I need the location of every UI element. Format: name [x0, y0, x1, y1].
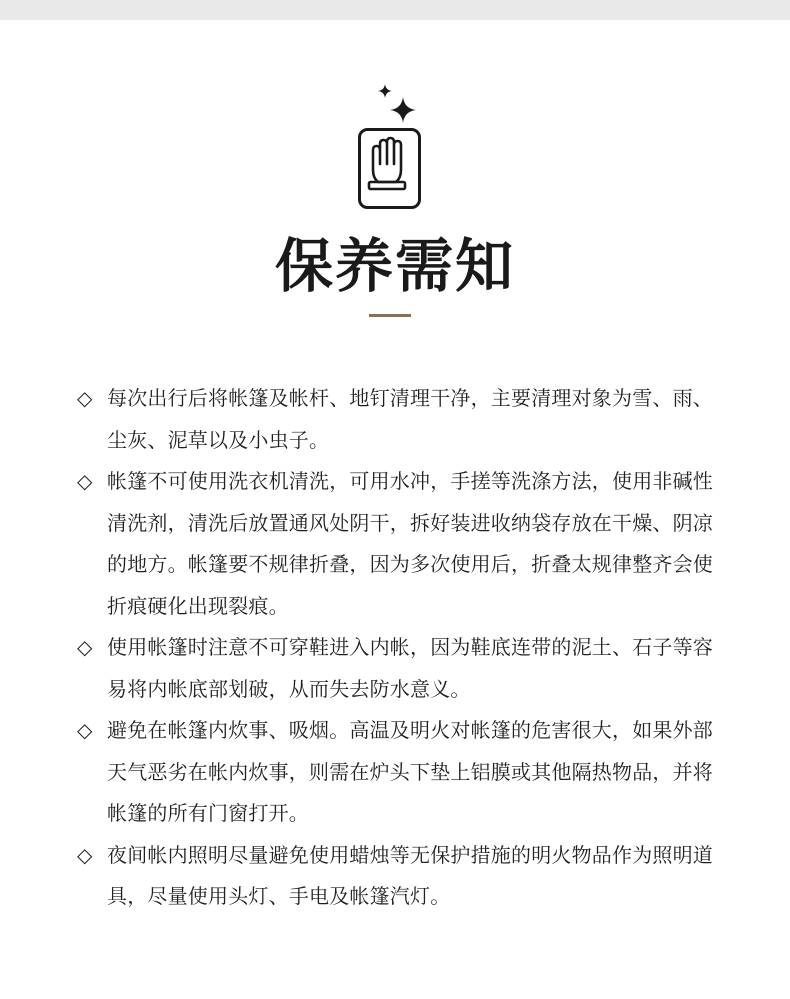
list-item [77, 378, 727, 461]
diamond-bullet-icon: ◇ [77, 718, 93, 742]
list-item [77, 627, 727, 710]
top-band [0, 0, 790, 20]
diamond-bullet-icon: ◇ [77, 635, 93, 659]
title-divider [369, 314, 411, 317]
list-item [77, 835, 727, 918]
list-item [77, 461, 727, 627]
tip-text: 避免在帐篷内炊事、吸烟。高温及明火对帐篷的危害很大，如果外部天气恶劣在帐内炊事，则需在炉头下垫上铝膜或其他隔热物品，并将帐篷的所有门窗打开。 [107, 718, 713, 825]
diamond-bullet-icon: ◇ [77, 386, 93, 410]
tip-text: 每次出行后将帐篷及帐杆、地钉清理干净，主要清理对象为雪、雨、尘灰、泥草以及小虫子。 [107, 386, 713, 452]
page-title: 保养需知 [274, 232, 515, 300]
cleaning-glove-sparkle-icon [340, 78, 450, 213]
diamond-bullet-icon: ◇ [77, 842, 93, 867]
diamond-bullet-icon: ◇ [77, 469, 93, 493]
tip-text: 夜间帐内照明尽量避免使用蜡烛等无保护措施的明火物品作为照明道具，尽量使用头灯、手电及帐篷汽灯。 [107, 842, 713, 908]
care-tips-list [77, 378, 727, 918]
tip-text: 帐篷不可使用洗衣机清洗，可用水冲，手搓等洗涤方法，使用非碱性清洗剂，清洗后放置通风处阴干，拆好装进收纳袋存放在干燥、阴凉的地方。帐篷要不规律折叠，因为多次使用后，折叠太规律整齐会使折痕硬化出现裂痕。 [107, 469, 713, 618]
list-item [77, 710, 727, 835]
tip-text: 使用帐篷时注意不可穿鞋进入内帐，因为鞋底连带的泥土、石子等容易将内帐底部划破，从而失去防水意义。 [107, 635, 713, 701]
